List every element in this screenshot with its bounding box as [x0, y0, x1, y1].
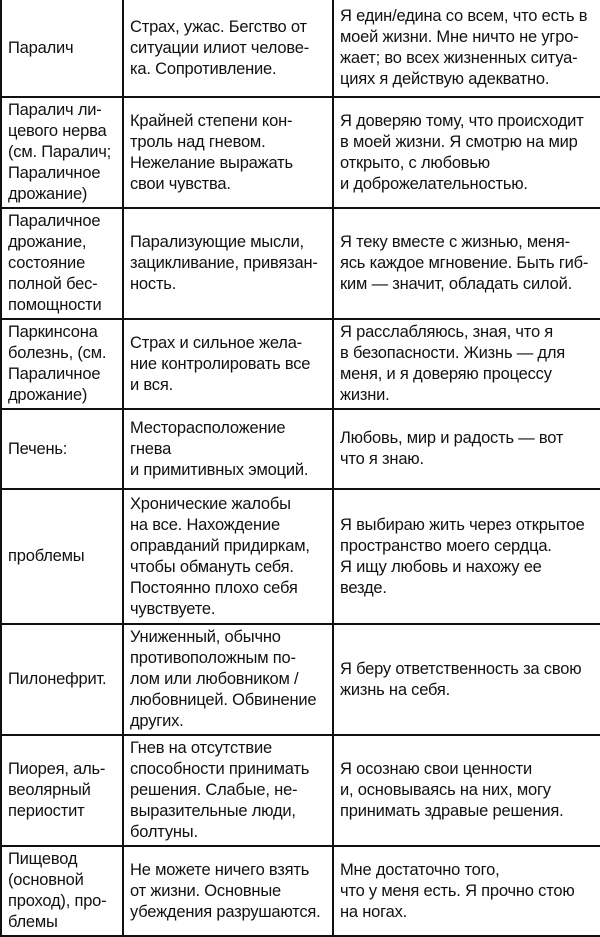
term-cell: Паралич — [1, 0, 123, 97]
affirmation-cell: Я осознаю свои ценности и, основываясь на них, могу принимать здравые решения. — [333, 735, 600, 846]
table-row — [1, 97, 600, 208]
table-row — [1, 624, 600, 735]
affirmation-cell: Я доверяю тому, что происходит в моей жизни. Я смотрю на мир открыто, с любовью и доброжелательностью. — [333, 97, 600, 208]
table-row — [1, 409, 600, 489]
term-cell: Паркинсона болезнь, (см. Параличное дрожание) — [1, 319, 123, 409]
term-cell: Пищевод (основной проход), про- блемы — [1, 846, 123, 936]
table-row — [1, 208, 600, 319]
affirmation-cell: Я расслабляюсь, зная, что я в безопасности. Жизнь — для меня, и я доверяю процессу жизни. — [333, 319, 600, 409]
cause-cell: Парализующие мысли, зацикливание, привязан- ность. — [123, 208, 333, 319]
cause-cell: Страх и сильное жела- ние контролировать все и вся. — [123, 319, 333, 409]
term-cell: Печень: — [1, 409, 123, 489]
table-row — [1, 735, 600, 846]
affirmation-cell: Любовь, мир и радость — вот что я знаю. — [333, 409, 600, 489]
cause-cell: Страх, ужас. Бегство от ситуации илиот челове- ка. Сопротивление. — [123, 0, 333, 97]
term-cell: Паралич ли- цевого нерва (см. Паралич; Параличное дрожание) — [1, 97, 123, 208]
affirmation-cell: Я выбираю жить через открытое пространство моего сердца. Я ищу любовь и нахожу ее везде. — [333, 489, 600, 624]
cause-cell: Хронические жалобы на все. Нахождение оправданий придиркам, чтобы обмануть себя. Постоянно плохо себя чувствуете. — [123, 489, 333, 624]
table-row — [1, 0, 600, 97]
table-row — [1, 489, 600, 624]
cause-cell: Гнев на отсутствие способности принимать решения. Слабые, не- выразительные люди, болтуны. — [123, 735, 333, 846]
affirmation-cell: Я един/едина со всем, что есть в моей жизни. Мне ничто не угро- жает; во всех жизненных ситуа- циях я действую адекватно. — [333, 0, 600, 97]
cause-cell: Месторасположение гнева и примитивных эмоций. — [123, 409, 333, 489]
cause-cell: Не можете ничего взять от жизни. Основные убеждения разрушаются. — [123, 846, 333, 936]
term-cell: Пилонефрит. — [1, 624, 123, 735]
term-cell: проблемы — [1, 489, 123, 624]
cause-cell: Крайней степени кон- троль над гневом. Нежелание выражать свои чувства. — [123, 97, 333, 208]
affirmation-cell: Я теку вместе с жизнью, меня- ясь каждое мгновение. Быть гиб- ким — значит, обладать силой. — [333, 208, 600, 319]
term-cell: Параличное дрожание, состояние полной бес- помощности — [1, 208, 123, 319]
cause-cell: Униженный, обычно противоположным по- лом или любовником / любовницей. Обвинение других. — [123, 624, 333, 735]
affirmation-cell: Я беру ответственность за свою жизнь на себя. — [333, 624, 600, 735]
affirmation-cell: Мне достаточно того, что у меня есть. Я прочно стою на ногах. — [333, 846, 600, 936]
table-row — [1, 846, 600, 936]
term-cell: Пиорея, аль- веолярный периостит — [1, 735, 123, 846]
table-row — [1, 319, 600, 409]
